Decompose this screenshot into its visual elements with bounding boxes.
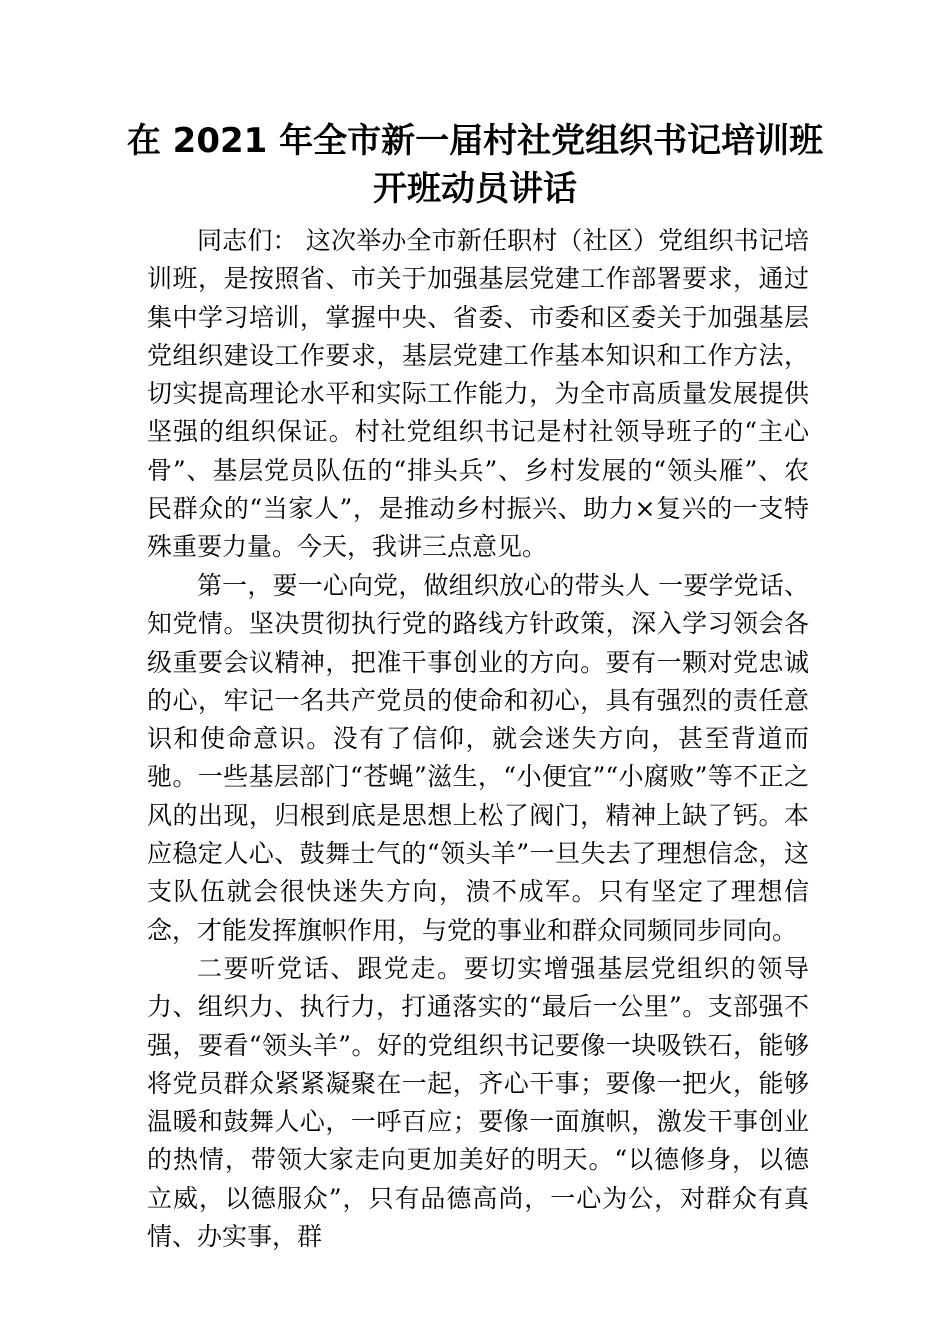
paragraph-opening: 同志们： 这次举办全市新任职村（社区）党组织书记培训班，是按照省、市关于加强基层党建工作部署要求，通过集中学习培训，掌握中央、省委、市委和区委关于加强基层党组织建设工作要求，基层党建工作基本知识和工作方法，切实提高理论水平和实际工作能力，为全市高质量发展提供坚强的组织保证。村社党组织书记是村社领导班子的“主心骨”、基层党员队伍的“排头兵”、乡村发展的“领头雁”、农民群众的“当家人”，是推动乡村振兴、助力×复兴的一支特殊重要力量。今天，我讲三点意见。 (147, 226, 809, 562)
document-title-line-2: 开班动员讲话 (373, 169, 577, 209)
document-title-line-1: 在 2021 年全市新一届村社党组织书记培训班 (126, 121, 824, 161)
paragraph-first-point: 第一，要一心向党，做组织放心的带头人 一要学党话、知党情。坚决贯彻执行党的路线方针政策，深入学习领会各级重要会议精神，把准干事创业的方向。要有一颗对党忠诚的心，牢记一名共产党员的使命和初心，具有强烈的责任意识和使命意识。没有了信仰，就会迷失方向，甚至背道而驰。一些基层部门“苍蝇”滋生，“小便宜”“小腐败”等不正之风的出现，归根到底是思想上松了阀门，精神上缺了钙。本应稳定人心、鼓舞士气的“领头羊”一旦失去了理想信念，这支队伍就会很快迷失方向，溃不成军。只有坚定了理想信念，才能发挥旗帜作用，与党的事业和群众同频同步同向。 (147, 571, 809, 945)
paragraph-second-subpoint: 二要听党话、跟党走。要切实增强基层党组织的领导力、组织力、执行力，打通落实的“最后一公里”。支部强不强，要看“领头羊”。好的党组织书记要像一块吸铁石，能够将党员群众紧紧凝聚在一起，齐心干事；要像一把火，能够温暖和鼓舞人心，一呼百应；要像一面旗帜，激发干事创业的热情，带领大家走向更加美好的明天。“以德修身，以德立威，以德服众”，只有品德高尚，一心为公，对群众有真情、办实事，群 (147, 954, 809, 1252)
